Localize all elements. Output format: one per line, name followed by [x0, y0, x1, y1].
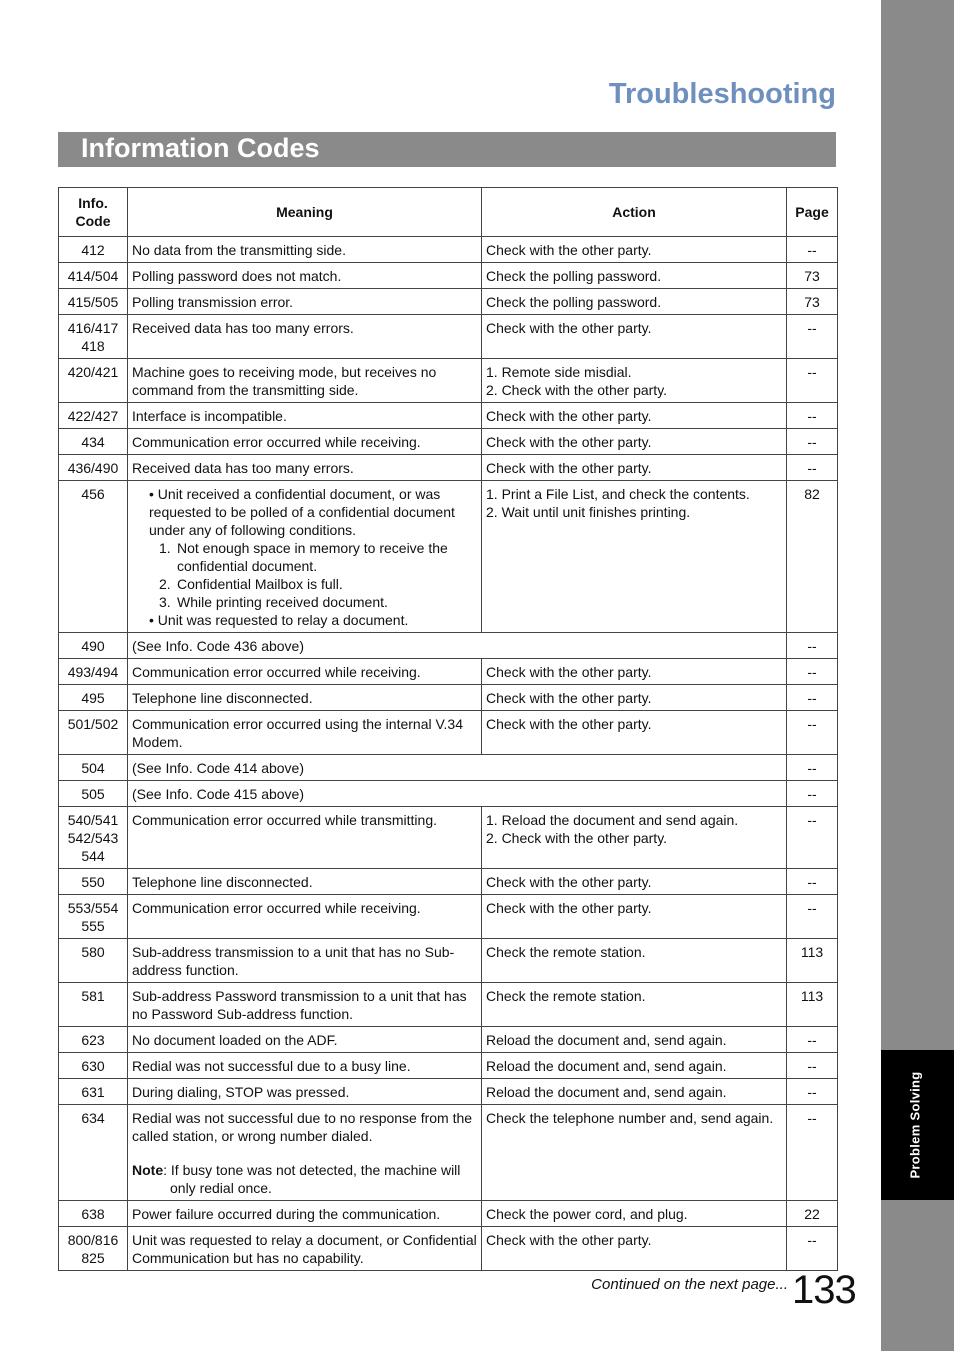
meaning-cell: Interface is incompatible. [128, 403, 482, 429]
page-title: Troubleshooting [608, 78, 836, 110]
table-row [59, 263, 838, 289]
condition-number: 2. [159, 576, 171, 592]
table-row [59, 1053, 838, 1079]
meaning-cell: Machine goes to receiving mode, but receives no command from the transmitting side. [128, 359, 482, 403]
code-cell: 800/816 825 [59, 1227, 128, 1271]
table-row [59, 659, 838, 685]
condition-text: Not enough space in memory to receive the confidential document. [177, 540, 448, 574]
meaning-cell: (See Info. Code 436 above) [128, 633, 787, 659]
page-cell: -- [787, 403, 838, 429]
action-cell: Check the telephone number and, send again. [482, 1105, 787, 1201]
action-cell: Check with the other party. [482, 315, 787, 359]
table-row [59, 289, 838, 315]
table-row [59, 895, 838, 939]
condition-item [132, 539, 477, 575]
page-cell: -- [787, 1227, 838, 1271]
action-cell: Check with the other party. [482, 659, 787, 685]
page-cell: -- [787, 869, 838, 895]
page-number: 133 [792, 1268, 856, 1312]
action-cell: Check with the other party. [482, 429, 787, 455]
meaning-cell: Received data has too many errors. [128, 455, 482, 481]
page-cell: -- [787, 1053, 838, 1079]
table-row [59, 1201, 838, 1227]
note [132, 1161, 477, 1179]
note-continuation: only redial once. [170, 1180, 272, 1196]
page-cell: -- [787, 711, 838, 755]
meaning-cell: During dialing, STOP was pressed. [128, 1079, 482, 1105]
meaning-cell: Communication error occurred while receiving. [128, 895, 482, 939]
code-cell: 638 [59, 1201, 128, 1227]
meaning-cell: Communication error occurred while transmitting. [128, 807, 482, 869]
meaning-cell: (See Info. Code 414 above) [128, 755, 787, 781]
action-cell: Check the remote station. [482, 939, 787, 983]
meaning-bullet: • Unit received a confidential document, or was requested to be polled of a confidential document under any of following conditions. [149, 486, 455, 538]
page-cell: -- [787, 807, 838, 869]
page-cell: -- [787, 1079, 838, 1105]
table-header-row [59, 188, 838, 237]
header-meaning: Meaning [128, 188, 482, 237]
meaning-cell: Communication error occurred while receiving. [128, 659, 482, 685]
action-cell: Check the polling password. [482, 263, 787, 289]
meaning-cell [128, 481, 482, 633]
action-cell: 1. Remote side misdial. 2. Check with the other party. [482, 359, 787, 403]
action-cell: Check the polling password. [482, 289, 787, 315]
action-cell: Check with the other party. [482, 685, 787, 711]
code-cell: 505 [59, 781, 128, 807]
table-row [59, 711, 838, 755]
page-cell: -- [787, 685, 838, 711]
action-cell: Check with the other party. [482, 403, 787, 429]
condition-number: 1. [159, 540, 171, 556]
page-cell: -- [787, 429, 838, 455]
page-cell: 73 [787, 289, 838, 315]
code-cell: 456 [59, 481, 128, 633]
table-row [59, 1227, 838, 1271]
page-cell: -- [787, 781, 838, 807]
table-row [59, 1027, 838, 1053]
meaning-cell: No data from the transmitting side. [128, 237, 482, 263]
code-cell: 550 [59, 869, 128, 895]
code-cell: 580 [59, 939, 128, 983]
meaning-cell: Polling transmission error. [128, 289, 482, 315]
code-cell: 634 [59, 1105, 128, 1201]
condition-number: 3. [159, 594, 171, 610]
table-row [59, 633, 838, 659]
condition-item [132, 575, 477, 593]
meaning-cell: Sub-address transmission to a unit that has no Sub-address function. [128, 939, 482, 983]
page-cell: -- [787, 455, 838, 481]
meaning-cell: Communication error occurred using the internal V.34 Modem. [128, 711, 482, 755]
info-codes-table [58, 187, 838, 1271]
meaning-cell: (See Info. Code 415 above) [128, 781, 787, 807]
page-cell: 73 [787, 263, 838, 289]
code-cell: 412 [59, 237, 128, 263]
header-code: Info. Code [59, 188, 128, 237]
meaning-cell: Communication error occurred while receiving. [128, 429, 482, 455]
action-cell: Check with the other party. [482, 711, 787, 755]
meaning-cell: Telephone line disconnected. [128, 869, 482, 895]
table-row [59, 939, 838, 983]
page-cell: 113 [787, 939, 838, 983]
table-row [59, 315, 838, 359]
meaning-cell: Redial was not successful due to a busy line. [128, 1053, 482, 1079]
action-cell: Check with the other party. [482, 455, 787, 481]
page-cell: -- [787, 895, 838, 939]
code-cell: 436/490 [59, 455, 128, 481]
chapter-tab-label: Problem Solving [907, 1071, 923, 1179]
table-row [59, 1079, 838, 1105]
table-row [59, 781, 838, 807]
note-text: : If busy tone was not detected, the machine will [163, 1162, 461, 1178]
page-cell: 113 [787, 983, 838, 1027]
table-row [59, 455, 838, 481]
page-cell: -- [787, 633, 838, 659]
page-cell: -- [787, 755, 838, 781]
action-cell: 1. Reload the document and send again. 2. Check with the other party. [482, 807, 787, 869]
table-row [59, 481, 838, 633]
note-label: Note [132, 1162, 164, 1178]
meaning-bullet: • Unit was requested to relay a document. [149, 612, 409, 628]
table-row [59, 869, 838, 895]
meaning-cell: No document loaded on the ADF. [128, 1027, 482, 1053]
code-cell: 490 [59, 633, 128, 659]
action-cell: Check with the other party. [482, 1227, 787, 1271]
code-cell: 630 [59, 1053, 128, 1079]
meaning-cell: Unit was requested to relay a document, or Confidential Communication but has no capability. [128, 1227, 482, 1271]
code-cell: 581 [59, 983, 128, 1027]
table-row [59, 685, 838, 711]
meaning-cell: Telephone line disconnected. [128, 685, 482, 711]
code-cell: 415/505 [59, 289, 128, 315]
code-cell: 504 [59, 755, 128, 781]
meaning-cell [128, 1105, 482, 1201]
page-cell: -- [787, 315, 838, 359]
action-cell: Check with the other party. [482, 895, 787, 939]
code-cell: 553/554 555 [59, 895, 128, 939]
action-cell: Check with the other party. [482, 237, 787, 263]
table-row [59, 403, 838, 429]
page-cell: -- [787, 359, 838, 403]
table-row [59, 359, 838, 403]
table-row [59, 1105, 838, 1201]
action-cell: Check the remote station. [482, 983, 787, 1027]
code-cell: 414/504 [59, 263, 128, 289]
meaning-cell: Polling password does not match. [128, 263, 482, 289]
action-cell: Reload the document and, send again. [482, 1079, 787, 1105]
meaning-cell: Power failure occurred during the communication. [128, 1201, 482, 1227]
code-cell: 631 [59, 1079, 128, 1105]
meaning-text: Redial was not successful due to no response from the called station, or wrong number dialed. [132, 1110, 473, 1144]
section-title: Information Codes [81, 133, 320, 163]
action-cell: Check the power cord, and plug. [482, 1201, 787, 1227]
table-row [59, 755, 838, 781]
meaning-cell: Sub-address Password transmission to a unit that has no Password Sub-address function. [128, 983, 482, 1027]
page-cell: -- [787, 237, 838, 263]
condition-text: Confidential Mailbox is full. [177, 576, 343, 592]
continued-note: Continued on the next page... [591, 1276, 788, 1293]
code-cell: 495 [59, 685, 128, 711]
page-cell: 82 [787, 481, 838, 633]
code-cell: 422/427 [59, 403, 128, 429]
code-cell: 420/421 [59, 359, 128, 403]
action-cell: 1. Print a File List, and check the contents. 2. Wait until unit finishes printing. [482, 481, 787, 633]
code-cell: 540/541 542/543 544 [59, 807, 128, 869]
page-cell: -- [787, 1027, 838, 1053]
code-cell: 501/502 [59, 711, 128, 755]
action-cell: Reload the document and, send again. [482, 1027, 787, 1053]
table-row [59, 807, 838, 869]
code-cell: 493/494 [59, 659, 128, 685]
header-action: Action [482, 188, 787, 237]
code-cell: 623 [59, 1027, 128, 1053]
page-cell: 22 [787, 1201, 838, 1227]
code-cell: 434 [59, 429, 128, 455]
page-cell: -- [787, 659, 838, 685]
table-row [59, 983, 838, 1027]
condition-item [132, 593, 477, 611]
action-cell: Check with the other party. [482, 869, 787, 895]
table-row [59, 429, 838, 455]
condition-text: While printing received document. [177, 594, 388, 610]
code-cell: 416/417 418 [59, 315, 128, 359]
table-row [59, 237, 838, 263]
meaning-cell: Received data has too many errors. [128, 315, 482, 359]
page-cell: -- [787, 1105, 838, 1201]
header-page: Page [787, 188, 838, 237]
action-cell: Reload the document and, send again. [482, 1053, 787, 1079]
